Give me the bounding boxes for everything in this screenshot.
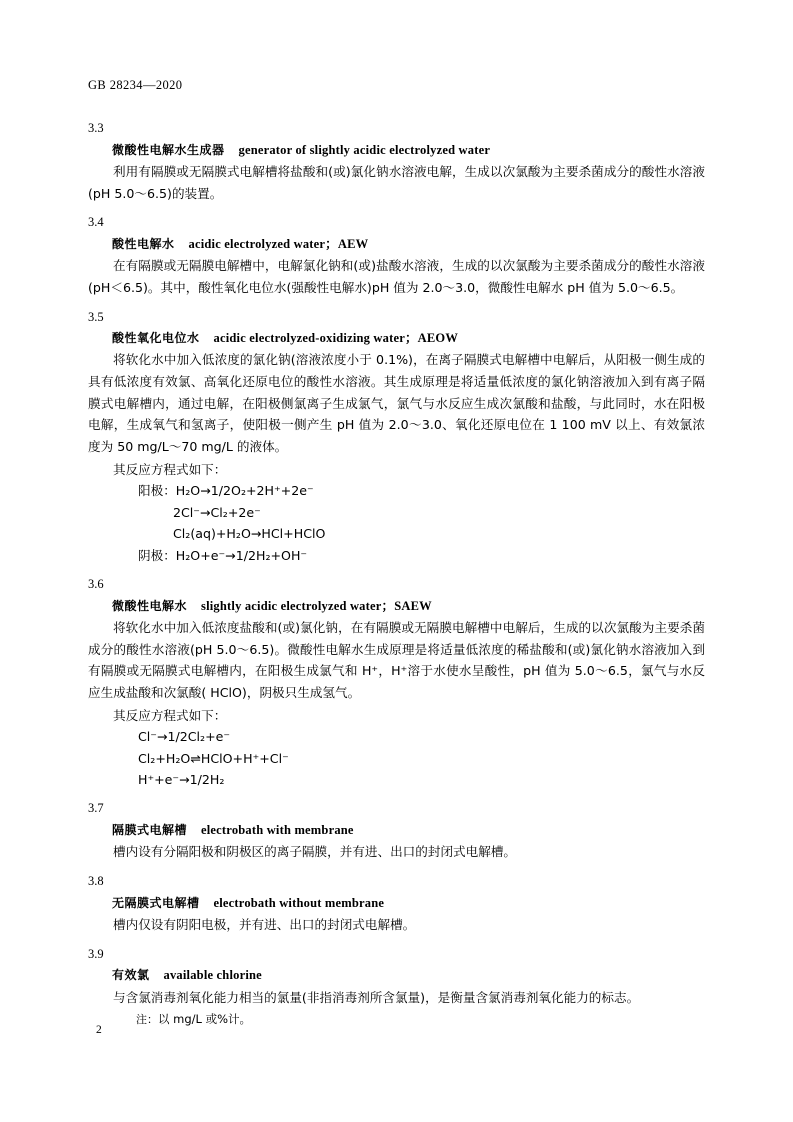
page-number: 2 — [96, 1024, 102, 1036]
equation-line: 阳极：H₂O→1/2O₂+2H⁺+2e⁻ — [138, 483, 314, 499]
term-english: electrobath with membrane — [201, 823, 354, 838]
term-chinese: 隔膜式电解槽 — [112, 823, 188, 838]
equation-intro: 其反应方程式如下： — [113, 707, 227, 723]
clause-note — [88, 1010, 705, 1029]
equation-line: Cl₂(aq)+H₂O→HCl+HClO — [173, 526, 326, 542]
clause-paragraph: 将软化水中加入低浓度盐酸和(或)氯化钠，在有隔膜或无隔膜电解槽中电解后，生成的以次氯酸为主要杀菌成分的酸性水溶液(pH 5.0～6.5)。微酸性电解水生成原理是将适量低浓度的稀盐酸和(或)氯化钠水溶液加入到有隔膜或无隔膜式电解槽内，在阳极生成氯气和 H⁺，H⁺溶于水使水呈酸性，pH 值为 5.0～6.5，氯气与水反应生成盐酸和次氯酸( HClO)，阴极只生成氢气。 — [88, 619, 705, 700]
term-chinese: 微酸性电解水生成器 — [112, 142, 225, 157]
term-entry-3-3 — [88, 140, 705, 160]
term-english: acidic electrolyzed water；AEW — [188, 237, 369, 251]
note-label: 注： — [136, 1013, 158, 1027]
clause-number-3-8: 3.8 — [88, 874, 104, 889]
note-text: 以 mg/L 或%计。 — [158, 1012, 252, 1027]
term-entry-3-6 — [88, 596, 705, 616]
equation-intro: 其反应方程式如下： — [113, 461, 227, 477]
term-chinese: 酸性氧化电位水 — [112, 331, 200, 346]
term-english: electrobath without membrane — [213, 895, 385, 910]
clause-paragraph: 利用有隔膜或无隔膜式电解槽将盐酸和(或)氯化钠水溶液电解，生成以次氯酸为主要杀菌成分的酸性水溶液(pH 5.0～6.5)的装置。 — [88, 163, 705, 201]
equation-line: 2Cl⁻→Cl₂+2e⁻ — [173, 504, 261, 520]
page-header: GB 28234—2020 — [88, 78, 183, 92]
clause-paragraph: 槽内仅设有阴阳电极，并有进、出口的封闭式电解槽。 — [113, 916, 416, 932]
term-entry-3-8 — [88, 893, 705, 913]
term-chinese: 酸性电解水 — [112, 237, 175, 251]
equation-line: 阴极：H₂O+e⁻→1/2H₂+OH⁻ — [138, 547, 308, 563]
clause-paragraph: 槽内设有分隔阳极和阴极区的离子隔膜，并有进、出口的封闭式电解槽。 — [113, 844, 516, 860]
term-entry-3-4 — [88, 234, 705, 254]
term-english: slightly acidic electrolyzed water；SAEW — [201, 598, 432, 613]
term-entry-3-7 — [88, 820, 705, 840]
clause-number-3-7: 3.7 — [88, 801, 104, 816]
term-english: acidic electrolyzed-oxidizing water；AEOW — [213, 331, 459, 346]
term-chinese: 无隔膜式电解槽 — [112, 895, 200, 910]
equation-line: Cl₂+H₂O⇌HClO+H⁺+Cl⁻ — [138, 750, 289, 766]
term-english: generator of slightly acidic electrolyzed water — [238, 142, 491, 157]
equation-line: Cl⁻→1/2Cl₂+e⁻ — [138, 729, 231, 745]
term-chinese: 微酸性电解水 — [112, 598, 188, 613]
term-english: available chlorine — [163, 968, 262, 983]
clause-number-3-4: 3.4 — [88, 215, 104, 230]
term-entry-3-5 — [88, 328, 705, 348]
equation-line: H⁺+e⁻→1/2H₂ — [138, 772, 225, 788]
clause-paragraph: 将软化水中加入低浓度的氯化钠(溶液浓度小于 0.1%)，在离子隔膜式电解槽中电解后，从阳极一侧生成的具有低浓度有效氯、高氧化还原电位的酸性水溶液。其生成原理是将适量低浓度的氯化钠溶液加入到有离子隔膜式电解槽内，通过电解，在阳极侧氯离子生成氯气，氯气与水反应生成次氯酸和盐酸，与此同时，水在阳极电解，生成氧气和氢离子，使阳极一侧产生 pH 值为 2.0～3.0、氧化还原电位在 1 100 mV 以上、有效氯浓度为 50 mg/L～70 mg/L 的液体。 — [88, 352, 705, 455]
clause-number-3-3: 3.3 — [88, 121, 104, 135]
clause-number-3-6: 3.6 — [88, 577, 104, 591]
clause-paragraph: 与含氯消毒剂氧化能力相当的氯量(非指消毒剂所含氯量)，是衡量含氯消毒剂氧化能力的标志。 — [113, 989, 640, 1005]
term-entry-3-9 — [88, 965, 705, 985]
clause-number-3-5: 3.5 — [88, 309, 104, 324]
clause-paragraph: 在有隔膜或无隔膜电解槽中，电解氯化钠和(或)盐酸水溶液，生成的以次氯酸为主要杀菌成分的酸性水溶液(pH＜6.5)。其中，酸性氧化电位水(强酸性电解水)pH 值为 2.0～3.0，微酸性电解水 pH 值为 5.0～6.5。 — [88, 258, 705, 295]
term-chinese: 有效氯 — [112, 968, 150, 983]
clause-number-3-9: 3.9 — [88, 946, 104, 961]
